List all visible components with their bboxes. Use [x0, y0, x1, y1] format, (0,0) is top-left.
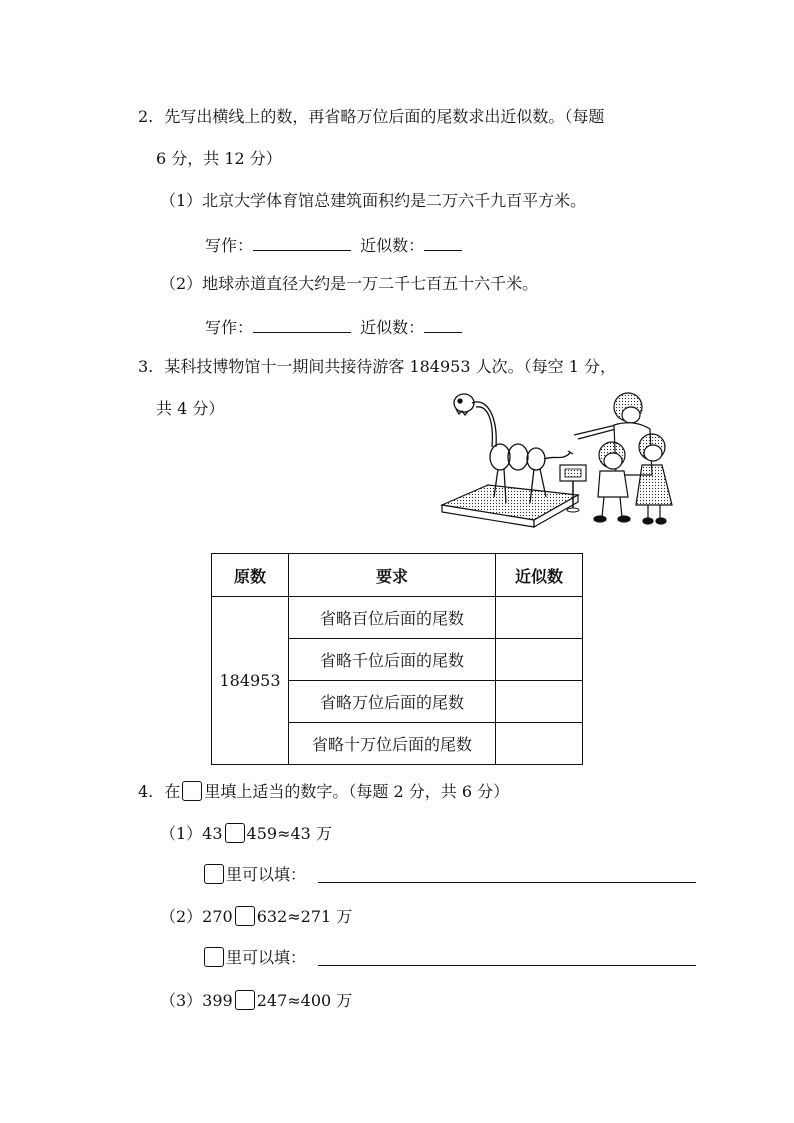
q4-item-1-answer-line[interactable] [318, 882, 696, 883]
q3-requirement-cell: 省略万位后面的尾数 [289, 681, 496, 723]
q4-item-1-fill-box-icon [204, 864, 224, 884]
q3-title-line1: 某科技博物馆十一期间共接待游客 184953 人次。（每空 1 分， [164, 357, 616, 376]
q2-item-1-write-label: 写作： [205, 236, 254, 255]
q4-item-1-suffix: 459≈43 万 [246, 824, 332, 843]
q4-item-1-prefix: （1）43 [160, 824, 223, 843]
q3-table-header-row [212, 554, 583, 597]
q4-item-2-prefix: （2）270 [160, 907, 233, 926]
q4-title-post: 里填上适当的数字。（每题 2 分，共 6 分） [204, 782, 510, 801]
dinosaur-skeleton [454, 394, 573, 503]
q2-number: 2. [138, 107, 154, 126]
q4-item-2-suffix: 632≈271 万 [256, 907, 353, 926]
q2-title [138, 109, 604, 125]
q4-item-1-digit-box[interactable] [225, 823, 245, 843]
q4-item-1 [160, 823, 332, 843]
table-row [212, 597, 583, 639]
q4-item-2-fill-row [204, 947, 306, 967]
q4-item-3-digit-box[interactable] [235, 990, 255, 1010]
q3-approx-answer-cell[interactable] [496, 723, 583, 765]
q4-title [138, 781, 509, 801]
q3-approx-answer-cell[interactable] [496, 681, 583, 723]
q4-number: 4. [138, 782, 154, 801]
q3-approx-answer-cell[interactable] [496, 639, 583, 681]
q2-item-2-text: （2）地球赤道直径大约是一万二千七百五十六千米。 [160, 274, 539, 293]
q3-header-requirement: 要求 [289, 554, 496, 597]
display-platform [442, 485, 578, 527]
q3-title [138, 359, 616, 375]
q3-number: 3. [138, 357, 154, 376]
q3-requirement-cell: 省略百位后面的尾数 [289, 597, 496, 639]
q3-requirement-cell: 省略十万位后面的尾数 [289, 723, 496, 765]
q2-item-2-write-label: 写作： [205, 318, 254, 337]
q3-original-number-cell: 184953 [212, 597, 289, 765]
q2-title-line1: 先写出横线上的数，再省略万位后面的尾数求出近似数。（每题 [164, 107, 605, 126]
q3-header-approx: 近似数 [496, 554, 583, 597]
q4-item-3-suffix: 247≈400 万 [256, 991, 353, 1010]
q2-item-2-approx-label: 近似数： [360, 318, 425, 337]
q2-item-1-approx-blank[interactable] [424, 236, 462, 251]
q2-item-2-write-blank[interactable] [253, 318, 351, 333]
q2-title-line2: 6 分，共 12 分） [156, 149, 282, 168]
q2-item-1-text: （1）北京大学体育馆总建筑面积约是二万六千九百平方米。 [160, 191, 587, 210]
q2-item-2-answer-row [205, 318, 462, 336]
q4-item-3 [160, 990, 352, 1010]
q4-item-2-digit-box[interactable] [235, 906, 255, 926]
q3-table [211, 553, 583, 765]
q4-item-1-fill-label: 里可以填： [226, 865, 307, 884]
q2-item-1-approx-label: 近似数： [360, 236, 425, 255]
q2-item-1-write-blank[interactable] [253, 236, 351, 251]
child-girl-figure [636, 434, 672, 524]
q4-item-2 [160, 906, 352, 926]
q3-approx-answer-cell[interactable] [496, 597, 583, 639]
q2-item-2-approx-blank[interactable] [424, 318, 462, 333]
q3-header-original: 原数 [212, 554, 289, 597]
q3-title-line2: 共 4 分） [156, 399, 225, 418]
q4-item-2-fill-box-icon [204, 947, 224, 967]
q4-item-3-prefix: （3）399 [160, 991, 233, 1010]
q3-requirement-cell: 省略千位后面的尾数 [289, 639, 496, 681]
q2-item-1-answer-row [205, 236, 462, 254]
q4-item-1-fill-row [204, 864, 306, 884]
q4-item-2-fill-label: 里可以填： [226, 948, 307, 967]
museum-dinosaur-illustration [438, 385, 676, 530]
q4-title-box-icon [182, 781, 202, 801]
q4-item-2-answer-line[interactable] [318, 965, 696, 966]
child-boy-figure [594, 442, 630, 522]
q4-title-pre: 在 [164, 782, 181, 801]
